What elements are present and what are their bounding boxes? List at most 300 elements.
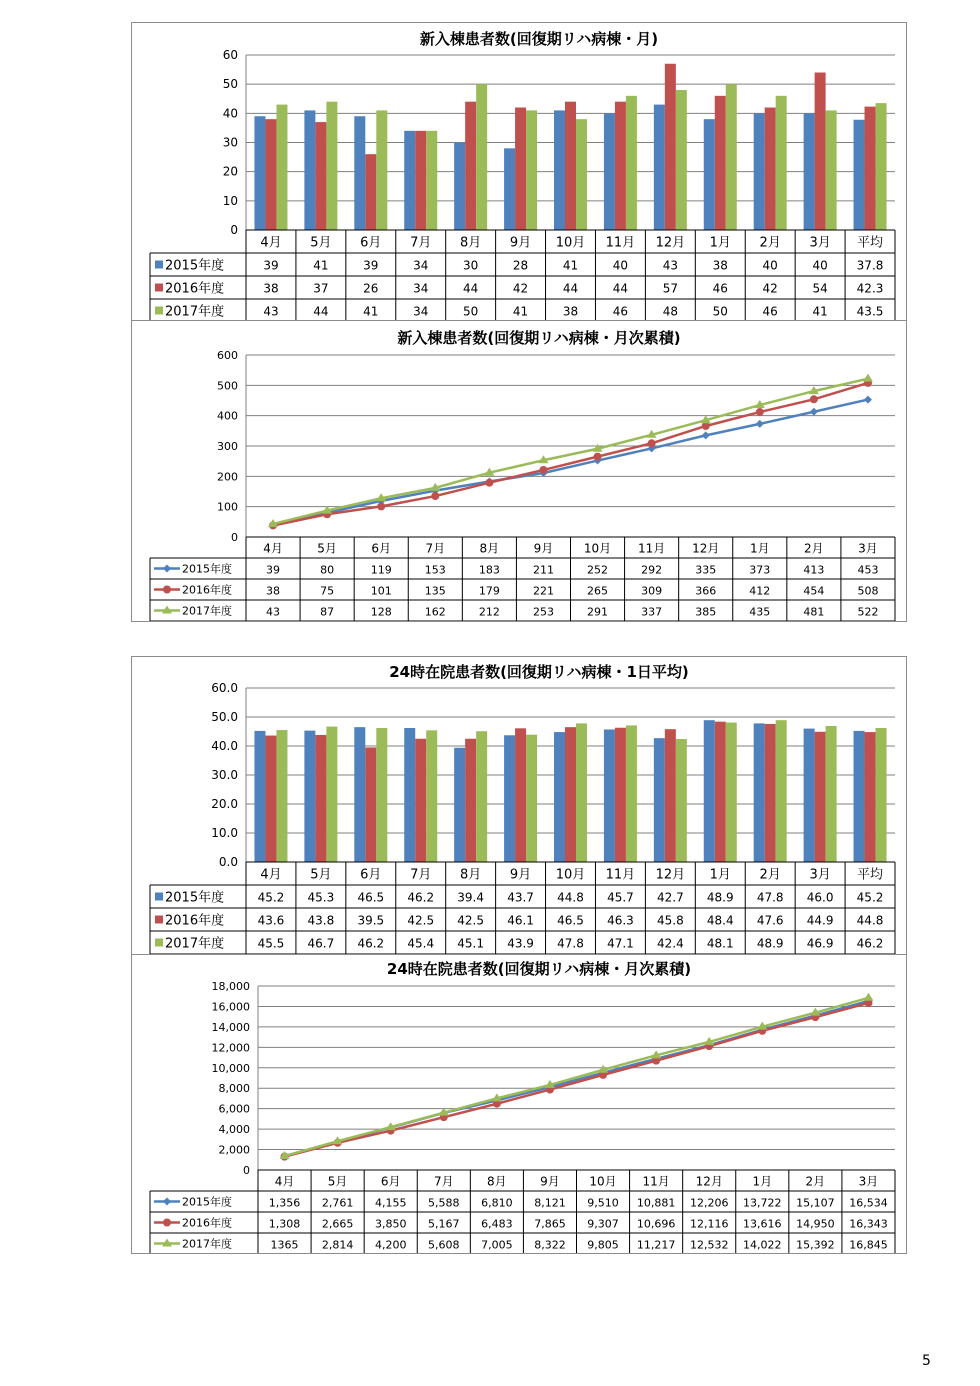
- bar: [726, 84, 737, 230]
- bar: [315, 735, 326, 862]
- data-label: 13,616: [743, 1217, 782, 1231]
- bar: [454, 748, 465, 862]
- category-label: 2月: [805, 1174, 826, 1189]
- bar: [454, 143, 465, 231]
- data-label: 50: [463, 304, 479, 319]
- data-label: 5,167: [428, 1217, 460, 1231]
- bar: [254, 116, 265, 230]
- data-point: [377, 502, 385, 510]
- data-label: 14,022: [743, 1238, 782, 1252]
- data-label: 43: [266, 605, 281, 619]
- bar: [715, 96, 726, 230]
- category-label: 9月: [509, 867, 532, 883]
- data-label: 10,881: [636, 1196, 676, 1210]
- category-label: 11月: [605, 867, 636, 883]
- data-label: 1,308: [268, 1217, 301, 1231]
- data-label: 45.3: [307, 890, 335, 905]
- category-label: 6月: [371, 541, 392, 556]
- page-number: 5: [922, 1353, 931, 1369]
- legend-key: [155, 261, 163, 269]
- data-label: 44: [562, 281, 579, 296]
- category-label: 3月: [809, 867, 831, 883]
- y-tick-label: 60: [222, 48, 238, 62]
- data-label: 46.7: [307, 936, 335, 951]
- data-label: 2,665: [321, 1217, 354, 1231]
- data-label: 39.5: [357, 913, 385, 928]
- data-label: 44: [463, 281, 479, 296]
- legend-marker: [163, 1198, 171, 1206]
- bar: [865, 732, 876, 862]
- data-label: 50: [712, 304, 728, 319]
- legend-label: 2015年度: [165, 258, 225, 274]
- data-point: [431, 492, 439, 500]
- data-label: 48.9: [756, 936, 784, 951]
- y-tick-label: 10: [222, 193, 238, 208]
- data-label: 373: [749, 563, 771, 577]
- y-tick-label: 8,000: [218, 1082, 250, 1096]
- data-label: 41: [512, 304, 529, 319]
- data-label: 39: [363, 258, 379, 273]
- chart-svg-3: [132, 657, 906, 955]
- data-point: [863, 374, 873, 382]
- y-tick-label: 500: [217, 379, 238, 393]
- y-tick-label: 60.0: [211, 681, 238, 695]
- bar: [826, 110, 837, 230]
- legend-label: 2015年度: [182, 1195, 232, 1209]
- category-label: 8月: [460, 235, 482, 251]
- data-label: 412: [749, 584, 771, 598]
- data-label: 128: [370, 605, 392, 619]
- chart-svg-1: [132, 23, 906, 321]
- bar: [876, 103, 887, 230]
- chart-panel-4: [131, 954, 907, 1254]
- category-label: 1月: [749, 541, 770, 556]
- data-label: 42.5: [457, 913, 485, 928]
- bar: [776, 720, 787, 862]
- data-label: 46.2: [407, 890, 435, 905]
- bar: [704, 119, 715, 230]
- y-tick-label: 6,000: [218, 1102, 250, 1116]
- y-tick-label: 400: [217, 409, 238, 423]
- data-label: 291: [587, 605, 609, 619]
- data-label: 57: [662, 281, 678, 296]
- y-tick-label: 100: [217, 500, 238, 514]
- data-label: 4,200: [374, 1238, 407, 1252]
- bar: [565, 727, 576, 862]
- data-label: 41: [363, 304, 379, 319]
- category-label: 1月: [709, 235, 731, 251]
- data-label: 75: [320, 584, 335, 598]
- data-label: 39: [266, 563, 281, 577]
- data-label: 48.9: [706, 890, 734, 905]
- category-label: 12月: [692, 541, 720, 556]
- chart-panel-2: [131, 320, 907, 622]
- bar: [376, 728, 387, 862]
- chart-title: 新入棟患者数(回復期リハ病棟・月次累積): [397, 329, 681, 347]
- bar: [654, 738, 665, 862]
- bar: [604, 113, 615, 230]
- data-label: 44: [313, 304, 329, 319]
- data-point: [648, 439, 656, 447]
- data-label: 46.0: [806, 890, 834, 905]
- y-tick-label: 16,000: [211, 1000, 250, 1014]
- data-label: 26: [363, 281, 379, 296]
- data-label: 45.5: [257, 936, 285, 951]
- data-label: 162: [424, 605, 446, 619]
- bar: [615, 728, 626, 862]
- data-label: 6,810: [481, 1196, 513, 1210]
- data-label: 45.8: [656, 913, 684, 928]
- data-label: 80: [320, 563, 335, 577]
- data-label: 39.4: [457, 890, 485, 905]
- bar: [676, 739, 687, 862]
- legend-label: 2017年度: [182, 1237, 232, 1251]
- category-label: 9月: [509, 235, 532, 251]
- category-label: 10月: [555, 235, 586, 251]
- bar: [626, 96, 637, 230]
- data-point: [485, 479, 493, 487]
- data-label: 265: [587, 584, 609, 598]
- data-label: 46.1: [507, 913, 534, 928]
- data-label: 12,206: [689, 1196, 729, 1210]
- legend-key: [155, 939, 163, 947]
- data-label: 47.8: [756, 890, 784, 905]
- bar: [576, 119, 587, 230]
- data-label: 337: [641, 605, 663, 619]
- y-tick-label: 50.0: [211, 710, 238, 724]
- data-label: 45.2: [257, 890, 285, 905]
- data-label: 481: [803, 605, 825, 619]
- data-label: 335: [695, 563, 717, 577]
- data-label: 5,608: [428, 1238, 460, 1252]
- data-label: 43.8: [307, 913, 335, 928]
- data-label: 8,121: [534, 1196, 566, 1210]
- chart-panel-1: [131, 22, 907, 322]
- legend-marker: [163, 586, 171, 594]
- bar: [415, 739, 426, 862]
- category-label: 2月: [759, 235, 781, 251]
- data-label: 15,107: [796, 1196, 835, 1210]
- bar: [765, 724, 776, 862]
- bar: [465, 739, 476, 862]
- y-tick-label: 200: [217, 470, 238, 484]
- bar: [404, 131, 415, 230]
- bar: [326, 727, 337, 862]
- data-label: 44.8: [856, 913, 884, 928]
- data-label: 43.7: [507, 890, 534, 905]
- data-label: 522: [857, 605, 879, 619]
- data-label: 153: [424, 563, 446, 577]
- data-label: 44.9: [806, 913, 834, 928]
- data-label: 42.5: [407, 913, 435, 928]
- y-tick-label: 10,000: [211, 1061, 250, 1075]
- legend-marker: [163, 565, 171, 573]
- bar: [665, 64, 676, 230]
- category-label: 9月: [533, 541, 554, 556]
- bar: [615, 102, 626, 230]
- bar: [815, 732, 826, 862]
- bar: [404, 728, 415, 862]
- y-tick-label: 2,000: [218, 1143, 250, 1157]
- bar: [426, 730, 437, 862]
- category-label: 4月: [260, 867, 282, 883]
- chart-title: 新入棟患者数(回復期リハ病棟・月): [419, 30, 659, 48]
- legend-label: 2016年度: [182, 583, 232, 597]
- y-tick-label: 14,000: [211, 1020, 250, 1034]
- data-label: 46.5: [357, 890, 385, 905]
- data-label: 46: [612, 304, 629, 319]
- data-label: 119: [370, 563, 392, 577]
- bar: [365, 747, 376, 862]
- bar: [554, 732, 565, 862]
- bar: [815, 73, 826, 231]
- legend-label: 2017年度: [165, 304, 225, 320]
- data-label: 46.5: [557, 913, 584, 928]
- data-label: 40: [812, 258, 828, 273]
- bar: [365, 154, 376, 230]
- category-label: 4月: [260, 235, 282, 251]
- data-label: 44.8: [557, 890, 584, 905]
- y-tick-label: 10.0: [211, 826, 238, 840]
- category-label: 1月: [752, 1174, 773, 1189]
- data-label: 42: [512, 281, 529, 296]
- legend-marker: [163, 1219, 171, 1227]
- y-tick-label: 300: [217, 440, 238, 453]
- category-label: 7月: [410, 867, 432, 883]
- bar: [376, 110, 387, 230]
- data-label: 15,392: [796, 1238, 835, 1252]
- data-label: 41: [562, 258, 579, 273]
- data-label: 46.2: [856, 936, 884, 951]
- category-label: 8月: [460, 867, 482, 883]
- data-point: [863, 993, 873, 1001]
- data-label: 454: [803, 584, 825, 598]
- bar: [265, 119, 276, 230]
- chart-title: 24時在院患者数(回復期リハ病棟・1日平均): [389, 663, 689, 681]
- bar: [426, 131, 437, 230]
- category-label: 5月: [317, 541, 337, 556]
- data-label: 43.6: [257, 913, 285, 928]
- data-label: 42.7: [656, 890, 684, 905]
- category-label: 12月: [655, 867, 686, 883]
- category-label: 8月: [487, 1174, 507, 1189]
- y-tick-label: 40: [222, 106, 238, 121]
- bar: [304, 731, 315, 862]
- data-label: 14,950: [796, 1217, 835, 1231]
- data-point: [702, 431, 710, 439]
- bar: [565, 102, 576, 230]
- legend-key: [155, 916, 163, 924]
- bar: [265, 736, 276, 862]
- data-label: 101: [370, 584, 392, 598]
- data-label: 16,534: [849, 1196, 888, 1210]
- legend-label: 2016年度: [165, 281, 225, 297]
- data-point: [539, 466, 547, 474]
- category-label: 9月: [540, 1174, 560, 1189]
- bar: [754, 723, 765, 862]
- series-line: [285, 998, 869, 1156]
- category-label: 5月: [310, 867, 332, 883]
- category-label: 3月: [858, 1174, 879, 1189]
- data-point: [756, 420, 764, 428]
- bar: [515, 728, 526, 862]
- data-label: 135: [424, 584, 446, 598]
- bar: [826, 726, 837, 862]
- bar: [415, 131, 426, 230]
- y-tick-label: 4,000: [218, 1123, 250, 1137]
- chart-panel-3: [131, 656, 907, 956]
- bar: [654, 105, 665, 230]
- bar: [526, 110, 537, 230]
- data-label: 39: [263, 258, 279, 273]
- data-label: 2,761: [321, 1196, 354, 1210]
- data-label: 30: [463, 258, 479, 273]
- bar: [715, 722, 726, 862]
- data-label: 40: [762, 258, 778, 273]
- bar: [465, 102, 476, 230]
- bar: [554, 110, 565, 230]
- data-point: [756, 408, 764, 416]
- legend-label: 2015年度: [165, 890, 225, 906]
- bar: [526, 735, 537, 862]
- data-label: 179: [478, 584, 500, 598]
- chart-title: 24時在院患者数(回復期リハ病棟・月次累積): [386, 960, 692, 978]
- data-label: 4,155: [374, 1196, 407, 1210]
- y-tick-label: 50: [222, 77, 238, 92]
- y-tick-label: 30: [222, 135, 238, 150]
- category-label: 8月: [479, 541, 500, 556]
- data-label: 1365: [270, 1238, 299, 1252]
- legend-label: 2016年度: [182, 1216, 232, 1230]
- data-label: 38: [263, 281, 279, 296]
- data-label: 16,343: [849, 1217, 888, 1231]
- bar: [854, 120, 865, 230]
- data-label: 47.8: [557, 936, 584, 951]
- bar: [776, 96, 787, 230]
- data-label: 34: [413, 304, 429, 319]
- data-label: 41: [313, 258, 329, 273]
- bar: [476, 731, 487, 862]
- data-label: 9,805: [587, 1238, 619, 1252]
- data-label: 46: [762, 304, 778, 319]
- y-tick-label: 12,000: [211, 1041, 250, 1055]
- data-label: 212: [478, 605, 500, 619]
- y-tick-label: 600: [217, 349, 238, 362]
- y-tick-label: 0: [243, 1164, 250, 1177]
- data-label: 16,845: [849, 1238, 888, 1252]
- data-label: 7,005: [481, 1238, 513, 1252]
- category-label: 7月: [425, 541, 446, 556]
- legend-key: [155, 284, 163, 292]
- data-label: 6,483: [481, 1217, 513, 1231]
- data-label: 7,865: [534, 1217, 566, 1231]
- data-label: 43: [662, 258, 678, 273]
- data-label: 12,532: [689, 1238, 729, 1252]
- data-label: 12,116: [689, 1217, 729, 1231]
- bar: [626, 725, 637, 862]
- category-label: 7月: [410, 235, 432, 251]
- legend-label: 2017年度: [182, 604, 232, 618]
- data-label: 46.2: [357, 936, 385, 951]
- category-label: 4月: [263, 541, 283, 556]
- category-label: 10月: [583, 541, 612, 556]
- series-line: [273, 379, 868, 524]
- bar: [726, 723, 737, 862]
- data-label: 48.1: [706, 936, 734, 951]
- legend-label: 2017年度: [165, 936, 225, 952]
- data-label: 40: [612, 258, 629, 273]
- data-label: 44: [612, 281, 629, 296]
- bar: [276, 105, 287, 230]
- data-label: 2,814: [321, 1238, 354, 1252]
- data-label: 5,588: [428, 1196, 460, 1210]
- legend-key: [155, 307, 163, 315]
- data-label: 435: [749, 605, 771, 619]
- data-label: 48: [662, 304, 678, 319]
- bar: [865, 107, 876, 230]
- data-label: 45.7: [607, 890, 634, 905]
- data-label: 385: [695, 605, 717, 619]
- data-label: 3,850: [374, 1217, 407, 1231]
- bar: [754, 113, 765, 230]
- data-label: 413: [803, 563, 825, 577]
- category-label: 12月: [695, 1174, 723, 1189]
- bar: [326, 102, 337, 230]
- y-tick-label: 0: [230, 223, 238, 237]
- category-label: 10月: [589, 1174, 617, 1189]
- category-label: 2月: [759, 867, 781, 883]
- category-label: 5月: [310, 235, 332, 251]
- data-label: 8,322: [534, 1238, 566, 1252]
- bar: [854, 731, 865, 862]
- bar: [515, 108, 526, 231]
- data-label: 43.5: [856, 304, 884, 319]
- data-label: 11,217: [636, 1238, 676, 1252]
- bar: [665, 729, 676, 862]
- y-tick-label: 0: [231, 531, 238, 544]
- data-point: [810, 395, 818, 403]
- data-label: 47.6: [756, 913, 784, 928]
- data-point: [810, 408, 818, 416]
- bar: [276, 730, 287, 862]
- bar: [576, 723, 587, 862]
- y-tick-label: 30.0: [211, 768, 238, 782]
- bar: [604, 729, 615, 862]
- y-tick-label: 40.0: [211, 739, 238, 753]
- bar: [315, 122, 326, 230]
- bar: [804, 729, 815, 862]
- bar: [354, 116, 365, 230]
- data-label: 45.4: [407, 936, 435, 951]
- data-point: [864, 396, 872, 404]
- y-tick-label: 0.0: [218, 855, 238, 869]
- data-label: 38: [712, 258, 728, 273]
- data-label: 54: [812, 281, 828, 296]
- data-label: 87: [320, 605, 335, 619]
- data-label: 48.4: [706, 913, 734, 928]
- y-tick-label: 18,000: [211, 980, 250, 993]
- data-label: 42.4: [656, 936, 684, 951]
- data-label: 211: [532, 563, 554, 577]
- data-label: 46.9: [806, 936, 834, 951]
- category-label: 3月: [809, 235, 831, 251]
- data-label: 221: [532, 584, 554, 598]
- bar: [704, 720, 715, 862]
- data-label: 41: [812, 304, 828, 319]
- category-label: 1月: [709, 867, 731, 883]
- category-label: 6月: [380, 1174, 401, 1189]
- category-label: 11月: [637, 541, 666, 556]
